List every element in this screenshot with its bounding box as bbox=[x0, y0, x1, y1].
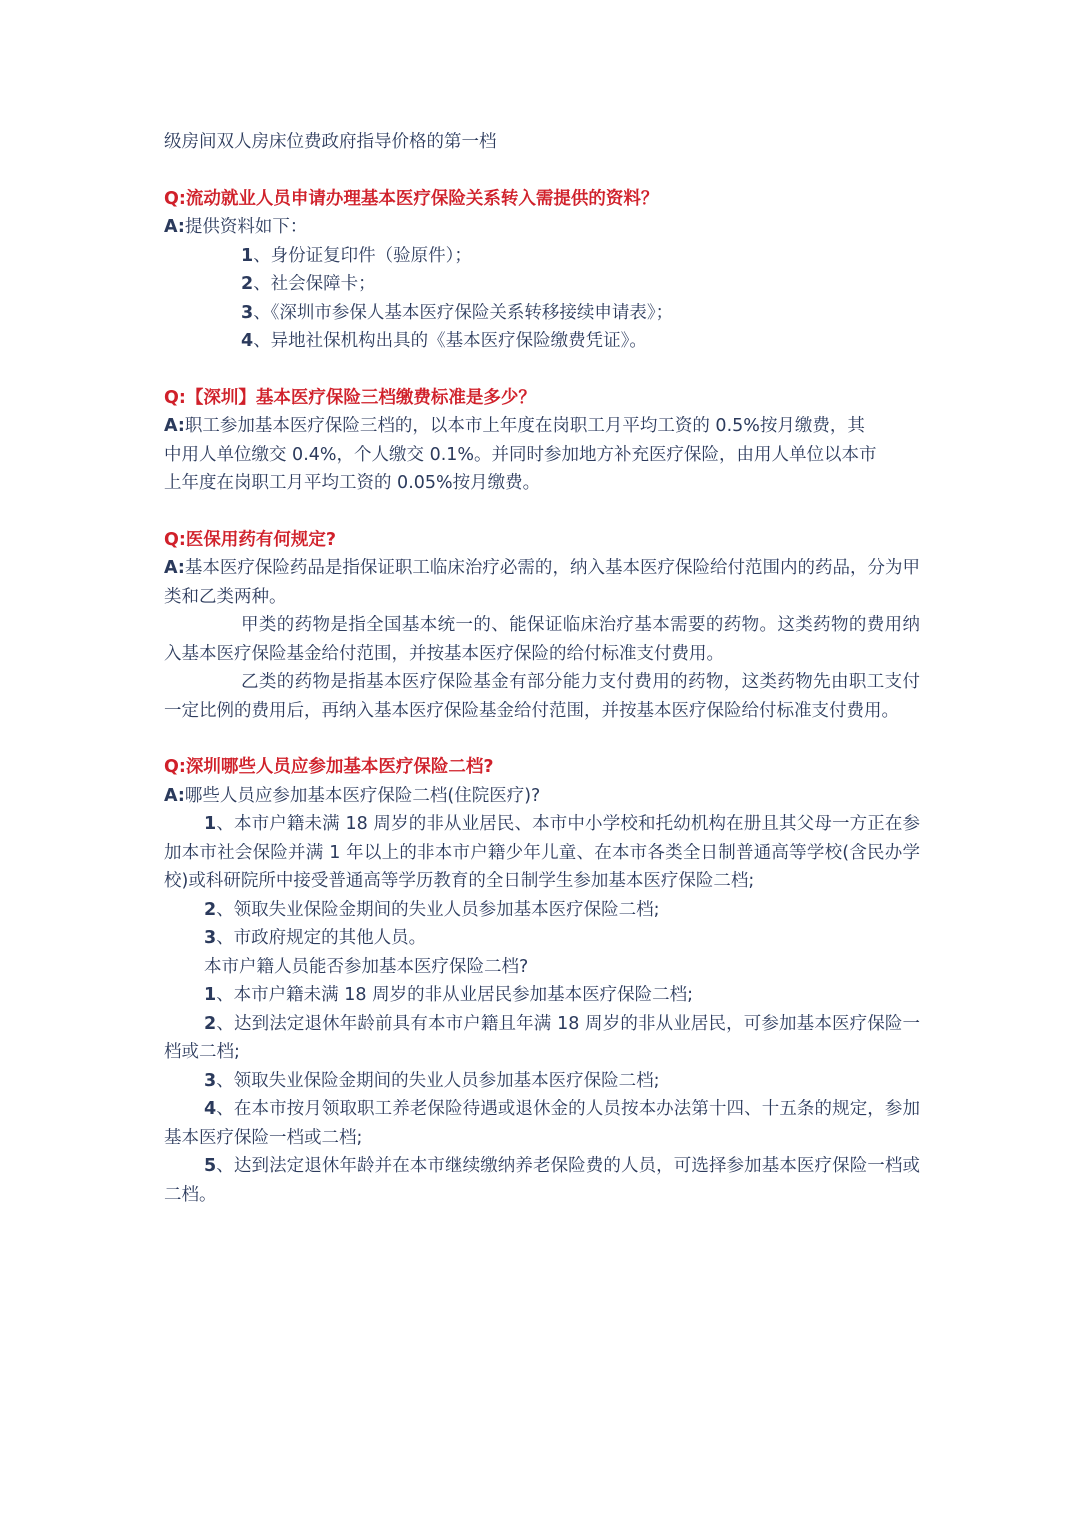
question-text: 医保用药有何规定? bbox=[185, 529, 337, 550]
item-number: 2 bbox=[204, 1013, 217, 1034]
list-item bbox=[164, 1010, 920, 1067]
item-text: 、本市户籍未满 18 周岁的非从业居民、本市中小学校和托幼机构在册且其父母一方正在参加本市社会保险并满 1 年以上的非本市户籍少年儿童、在本市各类全日制普通高等学校(含民办学校)或科研院所中接受普通高等学历教育的全日制学生参加基本医疗保险二档; bbox=[164, 814, 921, 891]
list-item bbox=[164, 1067, 920, 1096]
item-number: 2 bbox=[241, 274, 254, 294]
answer-3-paragraph-2: 甲类的药物是指全国基本统一的、能保证临床治疗基本需要的药物。这类药物的费用纳入基本医疗保险基金给付范围，并按基本医疗保险的给付标准支付费用。 bbox=[164, 615, 920, 664]
answer-prefix: A: bbox=[164, 416, 185, 436]
answer-prefix: A: bbox=[164, 785, 185, 806]
question-text: 流动就业人员申请办理基本医疗保险关系转入需提供的资料？ bbox=[185, 188, 659, 209]
list-item bbox=[164, 981, 920, 1010]
answer-prefix: A: bbox=[164, 217, 185, 237]
answer-text: 基本医疗保险药品是指保证职工临床治疗必需的，纳入基本医疗保险给付范围内的药品，分为甲类和乙类两种。 bbox=[164, 558, 920, 607]
item-text: 、异地社保机构出具的《基本医疗保险缴费凭证》。 bbox=[253, 331, 647, 351]
question-text: 【深圳】基本医疗保险三档缴费标准是多少？ bbox=[185, 387, 536, 408]
item-text: 、领取失业保险金期间的失业人员参加基本医疗保险二档; bbox=[216, 1070, 660, 1091]
item-text: 、身份证复印件（验原件）； bbox=[253, 245, 472, 266]
item-number: 4 bbox=[204, 1099, 217, 1119]
sub-question: 本市户籍人员能否参加基本医疗保险二档? bbox=[204, 956, 529, 977]
item-text: 、达到法定退休年龄并在本市继续缴纳养老保险费的人员，可选择参加基本医疗保险一档或二档。 bbox=[164, 1156, 920, 1205]
question-2 bbox=[164, 384, 920, 413]
answer-2-line-3: 上年度在岗职工月平均工资的 0.05%按月缴费。 bbox=[164, 473, 541, 493]
item-number: 4 bbox=[241, 331, 254, 351]
list-item bbox=[164, 924, 920, 953]
answer-text: 职工参加基本医疗保险三档的，以本市上年度在岗职工月平均工资的 0.5%按月缴费，其 bbox=[184, 416, 865, 436]
list-item bbox=[164, 1152, 920, 1209]
qa-section-2 bbox=[164, 384, 920, 498]
item-number: 3 bbox=[204, 1070, 217, 1091]
item-number: 1 bbox=[204, 814, 217, 834]
list-item bbox=[164, 1095, 920, 1152]
question-prefix: Q: bbox=[164, 529, 186, 550]
item-text: 、《深圳市参保人基本医疗保险关系转移接续申请表》； bbox=[253, 302, 674, 323]
item-text: 、本市户籍未满 18 周岁的非从业居民参加基本医疗保险二档; bbox=[216, 985, 693, 1005]
question-prefix: Q: bbox=[164, 188, 186, 209]
answer-text: 提供资料如下： bbox=[184, 217, 308, 237]
qa-section-1 bbox=[164, 185, 920, 356]
document-body bbox=[164, 128, 920, 1209]
list-item bbox=[164, 810, 920, 896]
item-text: 、达到法定退休年龄前具有本市户籍且年满 18 周岁的非从业居民，可参加基本医疗保险一档或二档; bbox=[164, 1013, 920, 1062]
question-prefix: Q: bbox=[164, 757, 186, 777]
question-text: 深圳哪些人员应参加基本医疗保险二档? bbox=[185, 757, 494, 777]
item-number: 3 bbox=[241, 302, 254, 323]
item-number: 1 bbox=[241, 245, 254, 266]
answer-2-line-2: 中用人单位缴交 0.4%，个人缴交 0.1%。并同时参加地方补充医疗保险，由用人单位以本市 bbox=[164, 444, 877, 465]
list-item bbox=[164, 299, 920, 328]
list-item bbox=[164, 896, 920, 925]
item-text: 、在本市按月领取职工养老保险待遇或退休金的人员按本办法第十四、十五条的规定，参加基本医疗保险一档或二档; bbox=[164, 1099, 920, 1148]
qa-section-4 bbox=[164, 753, 920, 1209]
item-text: 、领取失业保险金期间的失业人员参加基本医疗保险二档; bbox=[216, 899, 660, 920]
answer-4-intro bbox=[164, 782, 920, 811]
item-number: 5 bbox=[204, 1156, 217, 1176]
qa-section-3 bbox=[164, 526, 920, 726]
answer-1-intro bbox=[164, 213, 920, 242]
answer-prefix: A: bbox=[164, 558, 185, 578]
list-item bbox=[164, 270, 920, 299]
question-4 bbox=[164, 753, 920, 782]
item-text: 、社会保障卡； bbox=[253, 274, 376, 294]
item-number: 1 bbox=[204, 985, 217, 1005]
answer-3-paragraph-1 bbox=[164, 554, 920, 611]
question-3 bbox=[164, 526, 920, 555]
answer-2-line-1 bbox=[164, 412, 920, 441]
intro-line: 级房间双人房床位费政府指导价格的第一档 bbox=[164, 132, 497, 152]
question-prefix: Q: bbox=[164, 387, 186, 408]
question-1 bbox=[164, 185, 920, 214]
item-text: 、市政府规定的其他人员。 bbox=[216, 928, 427, 948]
answer-text: 哪些人员应参加基本医疗保险二档(住院医疗)? bbox=[184, 785, 541, 806]
answer-3-paragraph-3: 乙类的药物是指基本医疗保险基金有部分能力支付费用的药物，这类药物先由职工支付一定比例的费用后，再纳入基本医疗保险基金给付范围，并按基本医疗保险给付标准支付费用。 bbox=[164, 672, 920, 721]
item-number: 2 bbox=[204, 899, 217, 920]
list-item bbox=[164, 327, 920, 356]
item-number: 3 bbox=[204, 928, 217, 948]
list-item bbox=[164, 242, 920, 271]
